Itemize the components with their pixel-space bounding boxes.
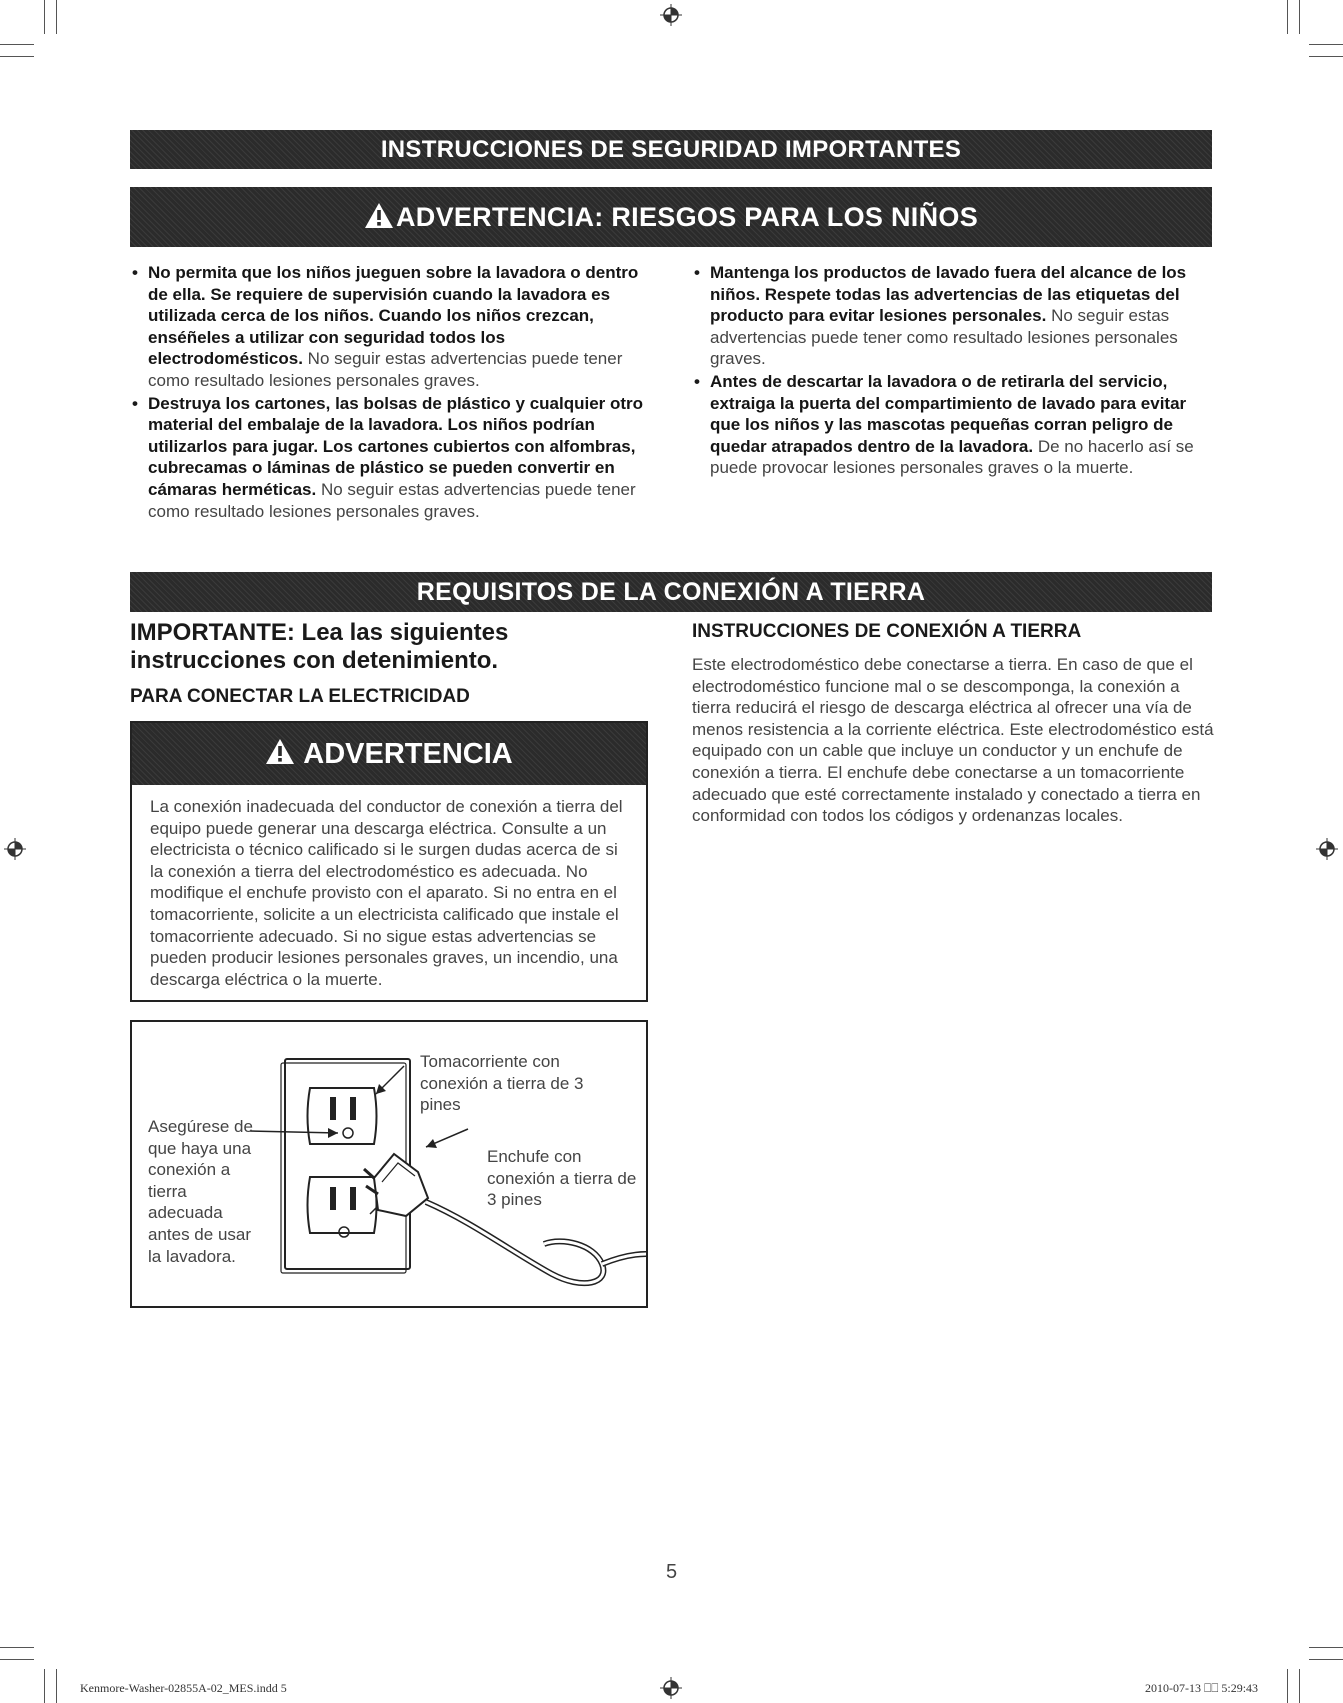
crop-mark — [1287, 0, 1288, 34]
footer-file-name: Kenmore-Washer-02855A-02_MES.indd 5 — [80, 1681, 287, 1695]
list-item: • Destruya los cartones, las bolsas de plástico y cualquier otro material del embalaje de la lavadora. Los niños podrían utilizarlos para jugar. Los cartones cubiertos con alfombras, cubrecamas o láminas de plástico se pueden convertir en cámaras herméticas. No seguir estas advertencias puede tener como resultado lesiones personales graves. — [130, 393, 650, 523]
crop-mark — [1309, 1659, 1343, 1660]
grounding-instructions-heading: INSTRUCCIONES DE CONEXIÓN A TIERRA — [692, 621, 1082, 642]
crop-mark — [1299, 1669, 1300, 1703]
list-item: • Mantenga los productos de lavado fuera del alcance de los niños. Respete todas las advertencias de las etiquetas del producto para evitar lesiones personales. No seguir estas advertencias puede tener como resultado lesiones personales graves. — [692, 262, 1212, 370]
crop-mark — [1309, 56, 1343, 57]
crop-mark — [1309, 44, 1343, 45]
electrical-warning-box — [130, 721, 648, 1002]
warning-title: ADVERTENCIA — [303, 738, 513, 770]
crop-mark — [56, 0, 57, 34]
children-warning-banner — [130, 187, 1212, 247]
banner-title: REQUISITOS DE LA CONEXIÓN A TIERRA — [416, 578, 926, 606]
ensure-ground-label: Asegúrese de que haya una conexión a tierra adecuada antes de usar la lavadora. — [148, 1117, 253, 1266]
grounding-instructions-body: Este electrodoméstico debe conectarse a tierra. En caso de que el electrodoméstico funcione mal o se descomponga, la conexión a tierra reducirá el riesgo de descarga eléctrica al ofrecer una vía de menos resistencia a la corriente eléctrica. Este electrodoméstico está equipado con un cable que incluye un conductor y un enchufe de conexión a tierra. El enchufe debe conectarse a un tomacorriente adecuado que esté correctamente instalado y conectado a tierra en conformidad con todos los códigos y ordenanzas locales. — [692, 655, 1214, 826]
crop-mark — [1309, 1647, 1343, 1648]
crop-mark — [0, 44, 34, 45]
list-item: • Antes de descartar la lavadora o de retirarla del servicio, extraiga la puerta del compartimiento de lavado para evitar que los niños y las mascotas pequeñas corran peligro de quedar atrapados dentro de la lavadora. De no hacerlo así se puede provocar lesiones personales graves o la muerte. — [692, 371, 1212, 479]
registration-mark-icon — [4, 838, 26, 860]
footer-timestamp: 2010-07-13 ⎕⎕ 5:29:43 — [1145, 1681, 1259, 1695]
warning-triangle-icon — [364, 202, 394, 229]
important-heading: IMPORTANTE: Lea las siguientes instrucciones con detenimiento. — [130, 619, 509, 674]
crop-mark — [44, 1669, 45, 1703]
registration-mark-icon — [660, 4, 682, 26]
banner-title: INSTRUCCIONES DE SEGURIDAD IMPORTANTES — [380, 136, 962, 163]
connect-electricity-heading: PARA CONECTAR LA ELECTRICIDAD — [130, 686, 470, 707]
warning-triangle-icon — [265, 738, 295, 765]
crop-mark — [0, 56, 34, 57]
banner-title: ADVERTENCIA: RIESGOS PARA LOS NIÑOS — [395, 202, 979, 232]
registration-mark-icon — [660, 1677, 682, 1699]
outlet-diagram — [130, 1020, 648, 1308]
page-number: 5 — [665, 1561, 678, 1583]
safety-instructions-banner — [130, 130, 1212, 169]
warning-header — [132, 723, 646, 785]
warning-body: La conexión inadecuada del conductor de conexión a tierra del equipo puede generar una descarga eléctrica. Consulte a un electricista o técnico calificado si le surgen dudas acerca de si la conexión a tierra del electrodoméstico es adecuada. No modifique el enchufe provisto con el aparato. Si no entra en el tomacorriente, solicite a un electricista calificado que instale el tomacorriente adecuado. Si no sigue estas advertencias se pueden producir lesiones personales graves, un incendio, una descarga eléctrica o la muerte. — [150, 797, 623, 989]
children-warnings-left — [130, 262, 650, 523]
crop-mark — [56, 1669, 57, 1703]
children-warnings-right — [692, 262, 1212, 480]
crop-mark — [0, 1647, 34, 1648]
outlet-label: Tomacorriente con conexión a tierra de 3 pines — [420, 1052, 584, 1115]
list-item: • No permita que los niños jueguen sobre la lavadora o dentro de ella. Se requiere de supervisión cuando la lavadora es utilizada cerca de los niños. Cuando los niños crezcan, enséñeles a utilizar con seguridad todos los electrodomésticos. No seguir estas advertencias puede tener como resultado lesiones personales graves. — [130, 262, 650, 392]
crop-mark — [0, 1659, 34, 1660]
crop-mark — [1299, 0, 1300, 34]
plug-label: Enchufe con conexión a tierra de 3 pines — [487, 1147, 637, 1210]
grounding-requirements-banner — [130, 572, 1212, 612]
crop-mark — [1287, 1669, 1288, 1703]
registration-mark-icon — [1316, 838, 1338, 860]
crop-mark — [44, 0, 45, 34]
